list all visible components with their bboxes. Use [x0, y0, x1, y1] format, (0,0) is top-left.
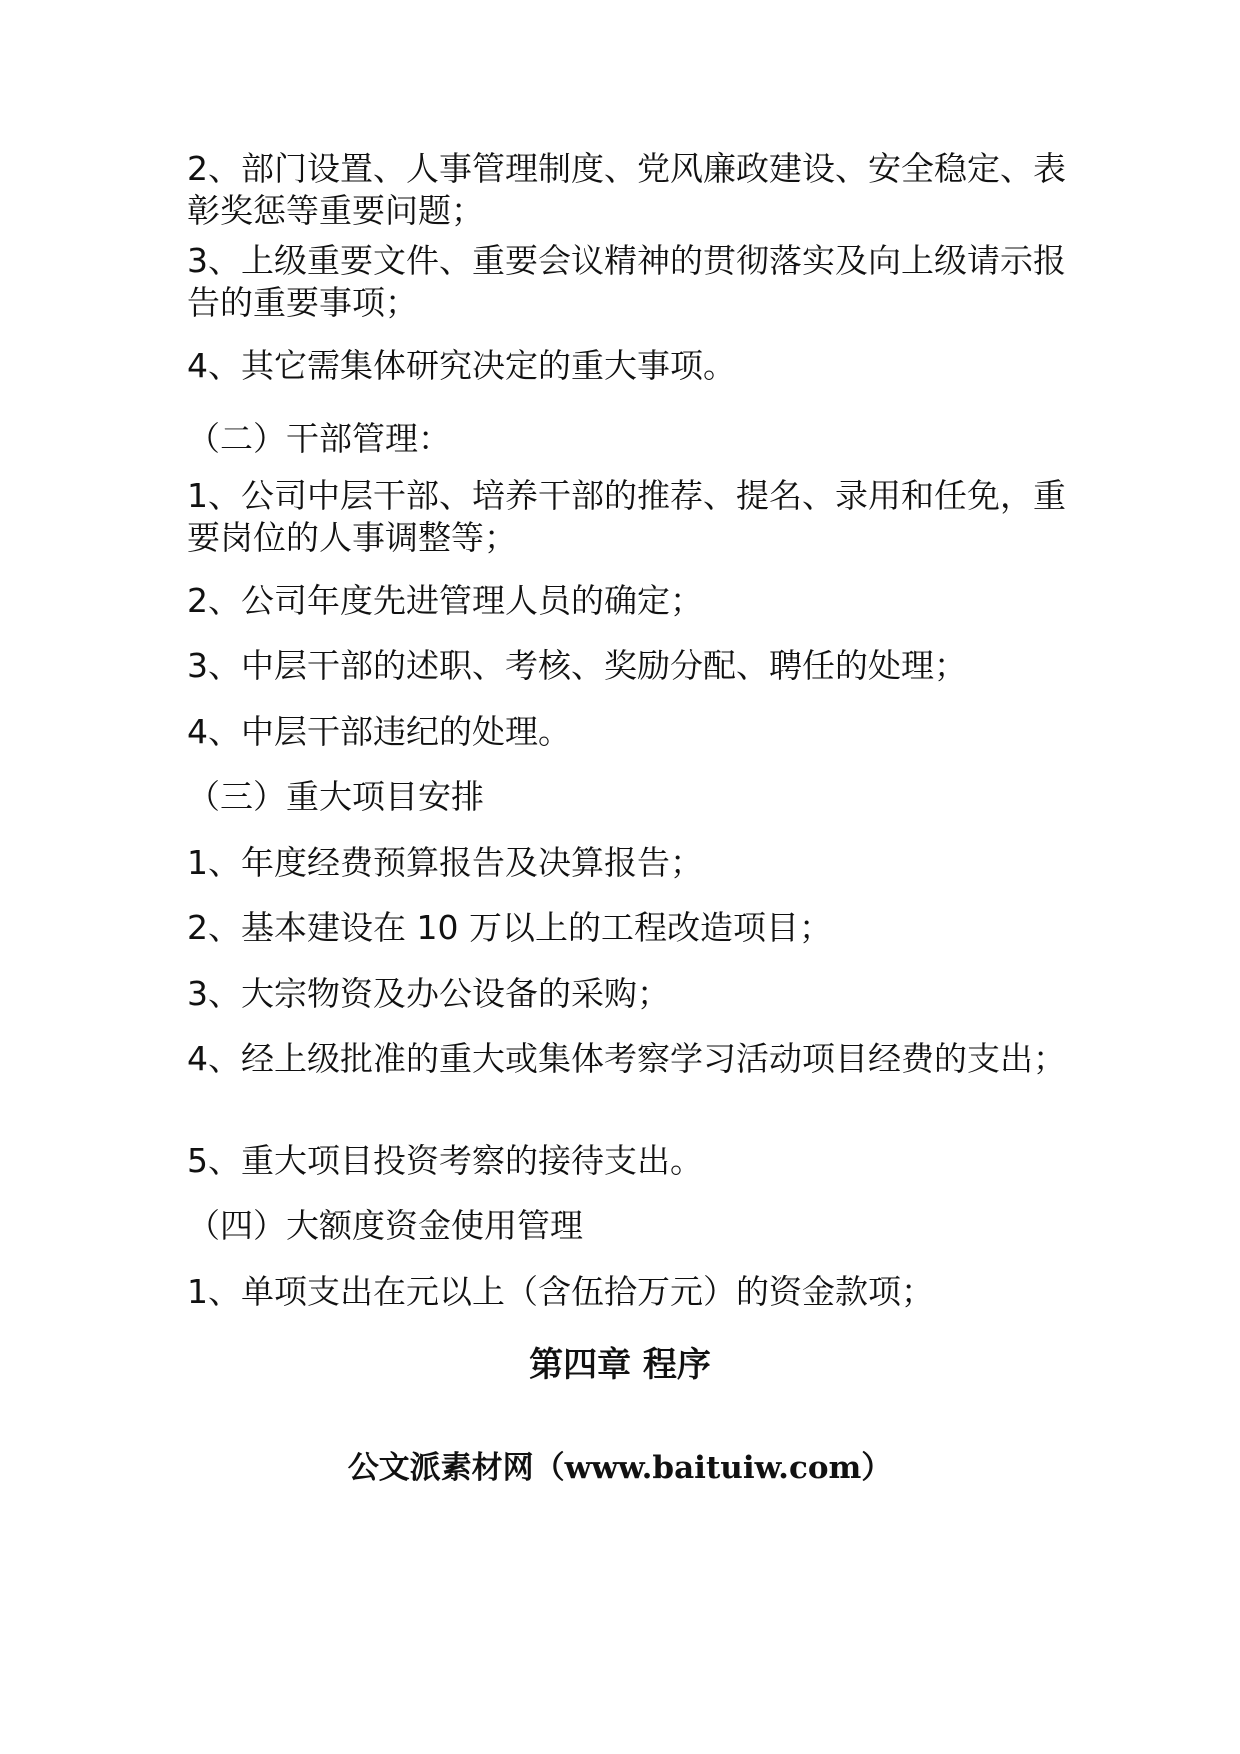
chapter-heading: 第四章 程序 — [529, 1345, 711, 1385]
paragraph-5: 1、公司中层干部、培养干部的推荐、提名、录用和任免，重要岗位的人事调整等； — [187, 476, 1066, 557]
section-heading-4: （四）大额度资金使用管理 — [187, 1206, 583, 1245]
paragraph-1: 2、部门设置、人事管理制度、党风廉政建设、安全稳定、表彰奖惩等重要问题； — [187, 149, 1066, 230]
paragraph-12: 3、大宗物资及办公设备的采购； — [187, 974, 670, 1013]
section-heading-2: （二）干部管理： — [187, 419, 451, 458]
paragraph-14: 5、重大项目投资考察的接待支出。 — [187, 1141, 703, 1180]
footer-source: 公文派素材网（www.baituiw.com） — [347, 1450, 893, 1486]
paragraph-3: 4、其它需集体研究决定的重大事项。 — [187, 346, 736, 385]
paragraph-11: 2、基本建设在 10 万以上的工程改造项目； — [187, 908, 832, 947]
paragraph-2: 3、上级重要文件、重要会议精神的贯彻落实及向上级请示报告的重要事项； — [187, 241, 1066, 322]
paragraph-6: 2、公司年度先进管理人员的确定； — [187, 581, 703, 620]
paragraph-13: 4、经上级批准的重大或集体考察学习活动项目经费的支出； — [187, 1039, 1066, 1078]
paragraph-7: 3、中层干部的述职、考核、奖励分配、聘任的处理； — [187, 646, 967, 685]
section-heading-3: （三）重大项目安排 — [187, 777, 484, 816]
paragraph-10: 1、年度经费预算报告及决算报告； — [187, 843, 703, 882]
paragraph-8: 4、中层干部违纪的处理。 — [187, 712, 571, 751]
paragraph-16: 1、单项支出在元以上（含伍拾万元）的资金款项； — [187, 1272, 934, 1311]
